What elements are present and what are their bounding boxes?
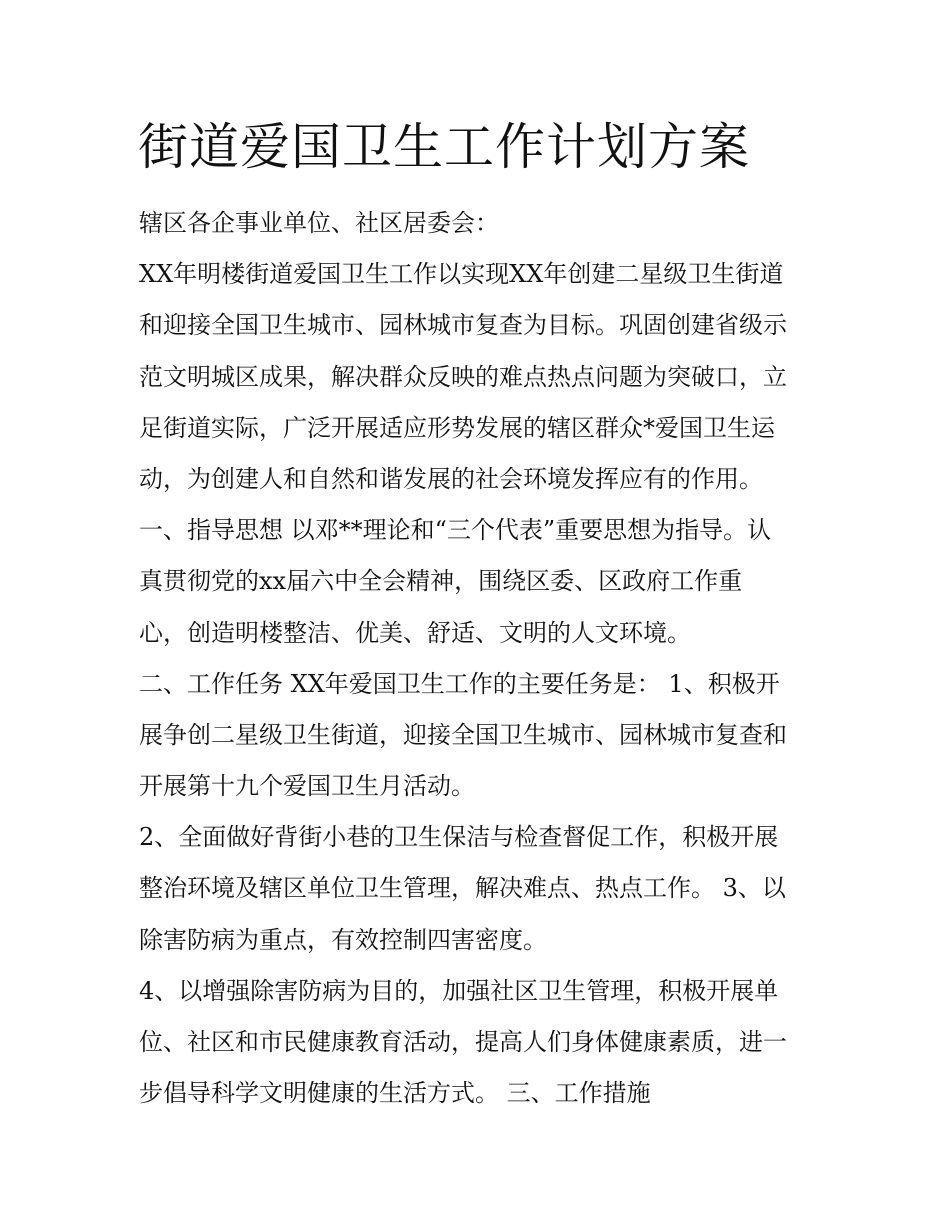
body-line: 步倡导科学文明健康的生活方式。 三、工作措施: [139, 1079, 651, 1108]
body-line: 辖区各企事业单位、社区居委会：: [139, 209, 499, 237]
body-line: 一、指导思想 以邓**理论和“三个代表”重要思想为指导。认: [139, 516, 772, 545]
body-line: XX年明楼街道爱国卫生工作以实现XX年创建二星级卫生街道: [139, 260, 784, 289]
body-line: 真贯彻党的xx届六中全会精神，围绕区委、区政府工作重: [139, 567, 743, 596]
body-line: 展争创二星级卫生街道，迎接全国卫生城市、园林城市复查和: [139, 720, 787, 749]
document-body: [139, 198, 829, 1119]
body-line: 2、全面做好背街小巷的卫生保洁与检查督促工作，积极开展: [139, 823, 779, 852]
body-line: 4、以增强除害防病为目的，加强社区卫生管理，积极开展单: [139, 976, 779, 1005]
body-line: 范文明城区成果，解决群众反映的难点热点问题为突破口，立: [139, 362, 787, 391]
body-line: 整治环境及辖区单位卫生管理，解决难点、热点工作。 3、以: [139, 874, 786, 903]
body-line: 开展第十九个爱国卫生月活动。: [139, 772, 475, 801]
body-line: 和迎接全国卫生城市、园林城市复查为目标。巩固创建省级示: [139, 311, 787, 340]
body-line: 动，为创建人和自然和谐发展的社会环境发挥应有的作用。: [139, 464, 763, 493]
body-line: 除害防病为重点，有效控制四害密度。: [139, 925, 547, 954]
body-line: 位、社区和市民健康教育活动，提高人们身体健康素质，进一: [139, 1028, 787, 1056]
body-line: 二、工作任务 XX年爱国卫生工作的主要任务是： 1、积极开: [139, 669, 780, 698]
body-line: 心，创造明楼整洁、优美、舒适、文明的人文环境。: [139, 618, 691, 647]
document-title: 街道爱国卫生工作计划方案: [138, 118, 750, 176]
body-line: 足街道实际，广泛开展适应形势发展的辖区群众*爱国卫生运: [139, 413, 775, 442]
